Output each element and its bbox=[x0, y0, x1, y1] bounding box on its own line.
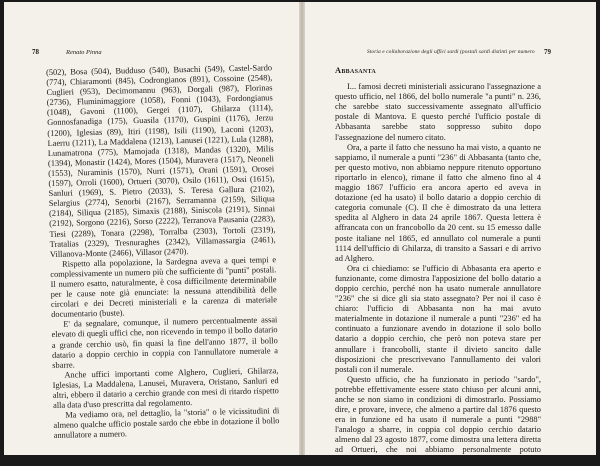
running-head-author: Renato Pinna bbox=[66, 49, 102, 56]
paragraph: Ora ci chiediamo: se l'ufficio di Abbasanta era aperto e funzionante, come dimostra l'apposizione del bollo datario a doppio cerchio, perché non ha usato numerale annullatore "236" che si dice gli sia stato assegnato? Per noi il caso è chiaro: l'ufficio di Abbasanta non ha mai avuto materialmente in dotazione il numerale a punti "236" ed ha continuato a funzionare avendo in dotazione il solo bollo datario a doppio cerchio, che però non poteva stare per annullare i francobolli, stante il divieto sancito dalle disposizioni che prescrivevano l'annullamento dei valori postali con il numerale. bbox=[335, 263, 541, 374]
paragraph: Questo ufficio, che ha funzionato in periodo "sardo", potrebbe effettivamente essere stato chiuso per alcuni anni, anche se non siamo in condizioni di dimostrarlo. Possiamo dire, e provare, invece, che almeno a partire dal 1876 questo era in funzione ed ha usato il numerale a punti "2988" l'analogo a sbarre, in coppia col doppio cerchio datario almeno dal 23 agosto 1877, come dimostra una lettera diretta ad Ortueri, che noi abbiamo personalmente potuto esaminare. bbox=[335, 374, 541, 465]
paragraph: E' da segnalare, comunque, il numero percentualmente assai elevato di quegli uffici che, non ricevendo in tempo il bollo datario a grande cerchio usò, fin quasi la fine dell'anno 1877, il bollo datario a doppio cerchio in coppia con l'annullatore numerale a sbarre. bbox=[51, 315, 279, 370]
section-title: Abbasanta bbox=[335, 66, 376, 75]
right-page-body bbox=[335, 66, 541, 466]
paragraph: I... famosi decreti ministeriali assicurano l'assegnazione a questo ufficio, nel 1866, del bollo numerale "a punti" n. 236, che sarebbe stato successivamente assegnato all'ufficio postale di Mantova. E questo perché l'ufficio postale di Abbasanta sarebbe stato soppresso subito dopo l'assegnazione del numero citato. bbox=[335, 82, 541, 142]
paragraph: Anche uffici importanti come Alghero, Cuglieri, Ghilarza, Iglesias, La Maddalena, Lanusei, Muravera, Oristano, Sanluri ed altri, ebbero il datario a cerchio grande con mesi di ritardo rispetto alla data d'uso prescritta dal regolamento. bbox=[52, 366, 279, 411]
right-page bbox=[305, 2, 596, 465]
left-page bbox=[4, 2, 299, 455]
book-spread bbox=[4, 2, 596, 465]
paragraph: (502), Bosa (504), Budduso (540), Busachi (549), Castel-Sardo (774), Chiaramonti (845), Codrongianos (891), Cossoine (2548), Cuglieri (953), Decimomannu (963), Dorgali (987), Florinas (2736), Fluminimaggiore (1058), Fonni (1043), Fordongianus (1048), Gavoni (1100), Gergei (1107), Ghilarza (1114), Gonnosfanadiga (175), Guasila (1170), Guspini (1176), Jerzu (1200), Iglesias (89), Itiri (1198), Isili (1190), Laconi (1203), Laerru (1211), La Maddalena (1213), Lanusei (1221), Lula (1288), Lunamatrona (775), Mamojada (1318), Mandas (1320), Milis (1394), Monastir (1424), Mores (1504), Muravera (1517), Neoneli (1553), Nuraminis (1570), Nurri (1571), Orani (1591), Orosei (1597), Orroli (1600), Ortueri (3070), Osilo (1611), Ossi (1615), Sanluri (1969), S. Pietro (2033), S. Teresa Gallura (2102), Selargius (2774), Senorbi (2167), Serramanna (2159), Siliqua (2184), Siliqua (2185), Simaxis (2188), Siniscola (2191), Sinnai (2192), Sorgono (2216), Sorso (2222), Terranova Pausania (2283), Tiesi (2289), Tonara (2298), Torralba (2303), Tortoli (2319), Tratalias (2329), Tresnuraghes (2342), Villamassargia (2461), Villanova-Monte (2466), Villasor (2470). bbox=[46, 63, 276, 259]
paragraph: Rispetto alla popolazione, la Sardegna aveva a quei tempi e complessivamente un numero più che sufficiente di "punti" postali. Il numero esatto, naturalmente, è cosa difficilmente determinabile per le cause note già enunciate: la nessuna attendibilità delle circolari e dei Decreti ministeriali e la carenza di materiale documentario (buste). bbox=[50, 255, 278, 320]
page-number: 78 bbox=[32, 48, 39, 56]
running-head: Storia e collaborazione degli uffici sardi (postali sardi distinti per numero bbox=[367, 49, 535, 55]
paragraph: Ma vediamo ora, nel dettaglio, la "storia" o le vicissitudini di almeno qualche ufficio postale sardo che ebbe in dotazione il bollo annullatore a numero. bbox=[53, 406, 280, 441]
paragraph: Ora, a parte il fatto che nessuno ha mai visto, a quanto ne sappiamo, il numerale a punti "236" di Abbasanta (tanto che, per questo motivo, non abbiamo neppure ritenuto opportuno riportarlo in elenco), rimane il fatto che almeno fino al 4 maggio 1867 l'ufficio era ancora aperto ed aveva in dotazione (ed ha usato) il bollo datario a doppio cerchio di categoria comunale (C). Il che è dimostrato da una lettera spedita al Alghero in data 24 aprile 1867. Questa lettera è affrancata con un francobollo da 20 cent. su 15 emesso dalle poste italiane nel 1865, ed annullato col numerale a punti 1114 dell'ufficio di Ghilarza, di transito a Sassari e di arrivo ad Alghero. bbox=[335, 142, 541, 263]
left-page-body bbox=[46, 63, 280, 441]
page-number: 79 bbox=[544, 48, 551, 56]
